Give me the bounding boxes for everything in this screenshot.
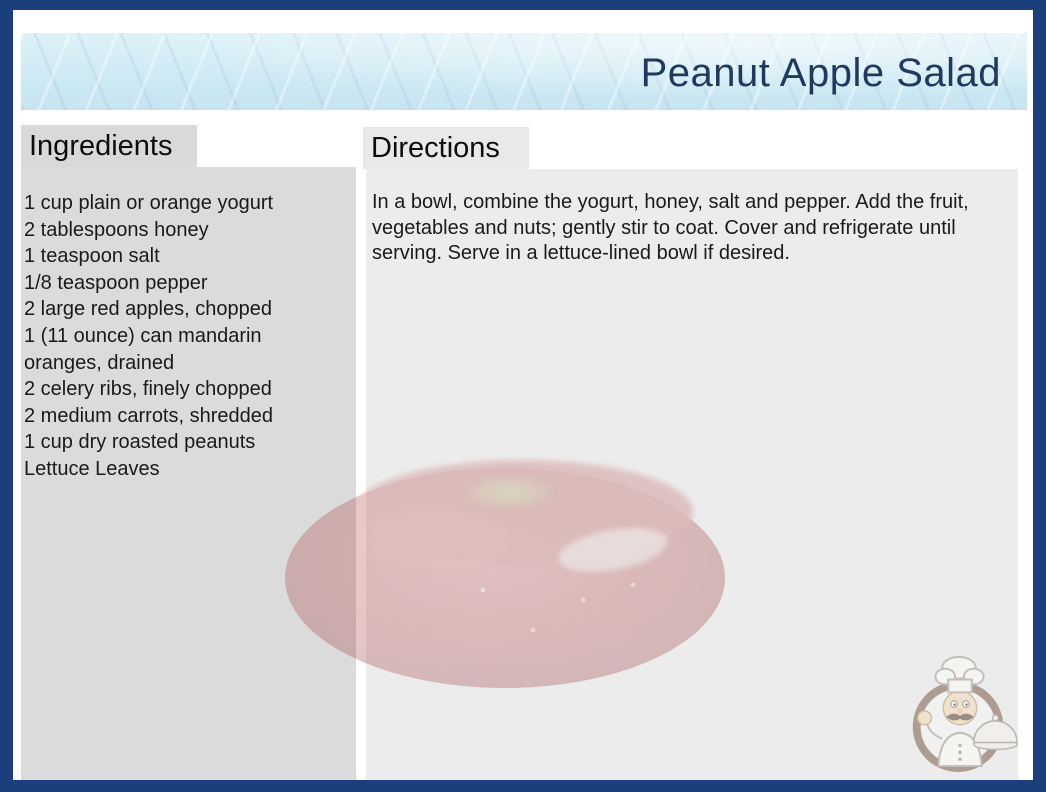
ingredient-item: Lettuce Leaves xyxy=(24,457,160,480)
ingredient-item: 1 teaspoon salt xyxy=(24,245,160,268)
directions-heading-box xyxy=(363,127,529,169)
ingredients-heading: Ingredients xyxy=(29,130,173,162)
ingredient-item: 1 cup dry roasted peanuts xyxy=(24,431,256,454)
page-title: Peanut Apple Salad xyxy=(640,51,1001,95)
ingredients-panel xyxy=(21,167,356,780)
directions-text: In a bowl, combine the yogurt, honey, salt and pepper. Add the fruit, vegetables and nuts; gently stir to coat. Cover and refrigerate until serving. Serve in a lettuce-lined bowl if desired. xyxy=(372,191,969,265)
ingredients-list xyxy=(21,167,356,483)
ingredient-item: 2 medium carrots, shredded xyxy=(24,404,274,427)
ingredient-item: 1 cup plain or orange yogurt xyxy=(24,192,274,214)
ingredient-item: 2 tablespoons honey xyxy=(24,218,209,241)
ingredient-item: 2 celery ribs, finely chopped xyxy=(24,378,272,401)
directions-heading: Directions xyxy=(371,132,500,164)
ingredient-item: 2 large red apples, chopped xyxy=(24,298,272,321)
header-banner xyxy=(21,33,1027,110)
ingredients-heading-box xyxy=(21,125,197,167)
ingredient-item: 1/8 teaspoon pepper xyxy=(24,271,208,294)
directions-panel xyxy=(366,169,1018,780)
ingredient-item: 1 (11 ounce) can mandarin oranges, drained xyxy=(24,324,262,374)
